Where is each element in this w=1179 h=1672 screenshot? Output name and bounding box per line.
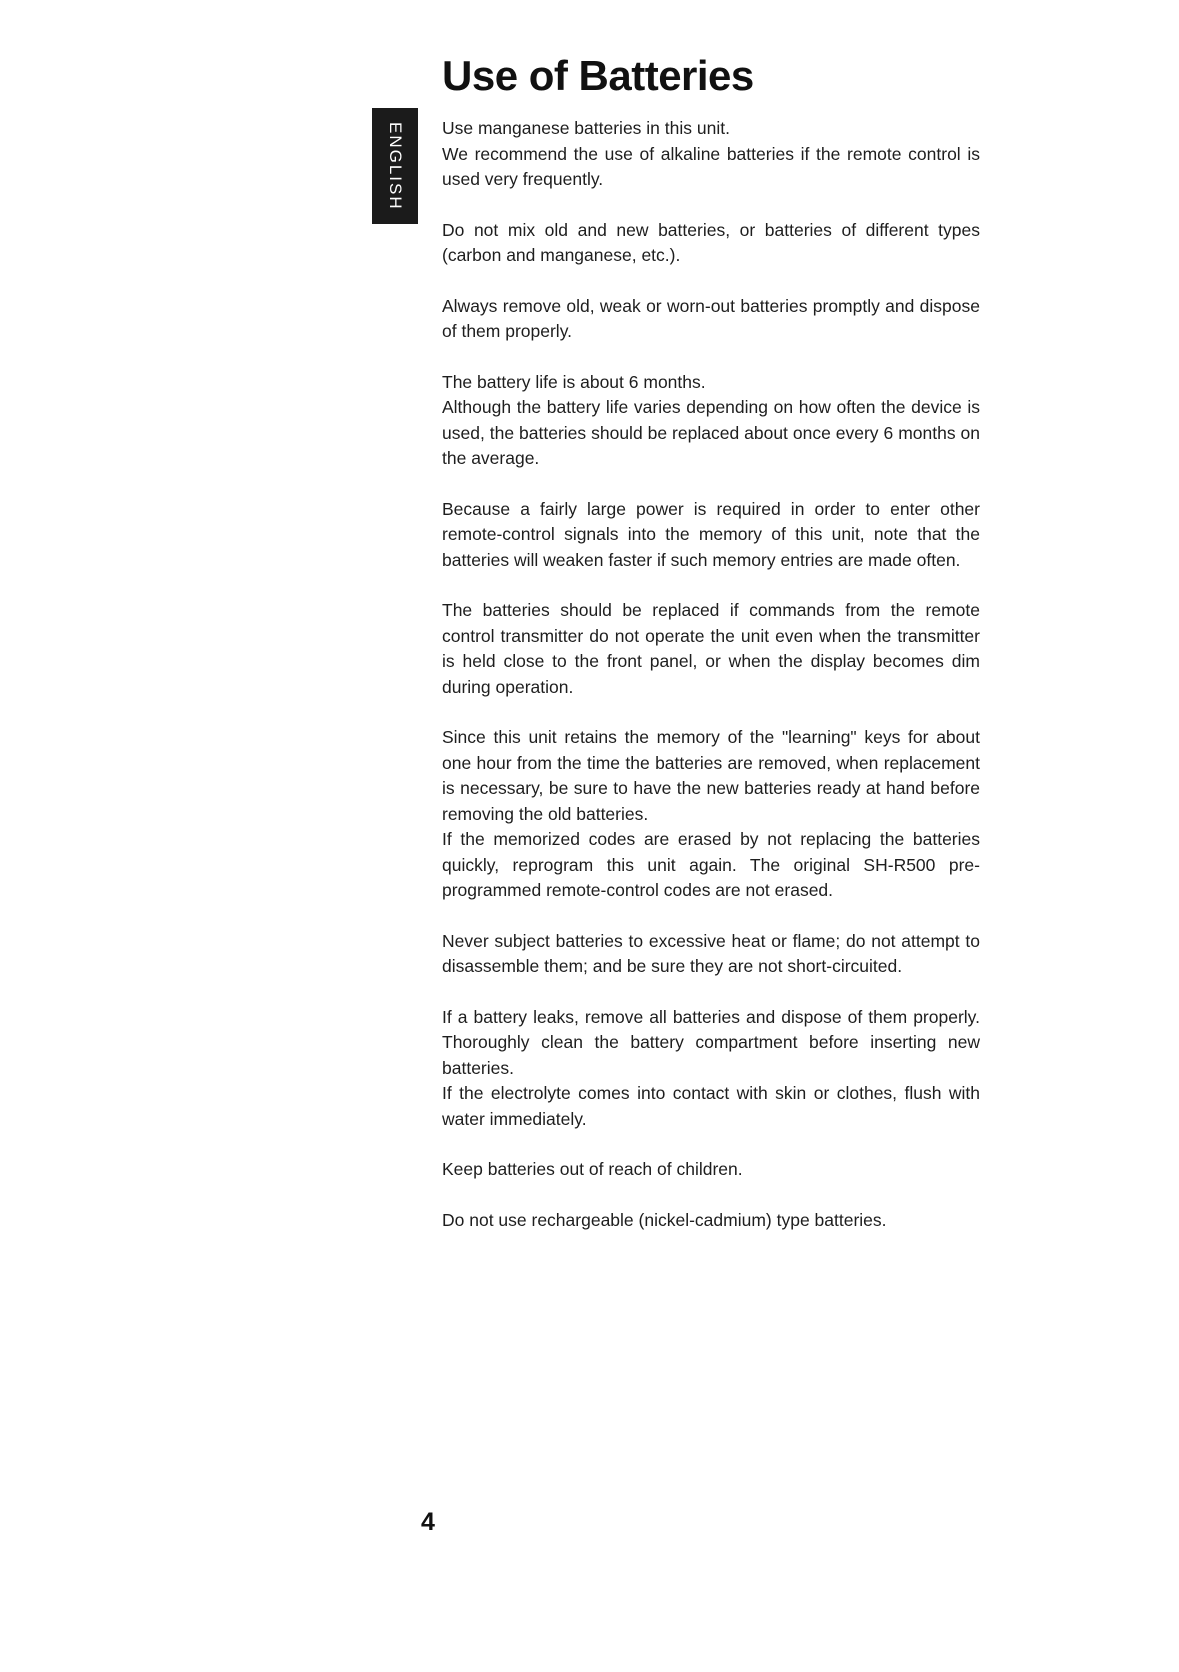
page-title: Use of Batteries — [442, 52, 754, 99]
language-tab-label: ENGLISH — [386, 121, 405, 211]
paragraph-line: Do not mix old and new batteries, or batteries of different types (carbon and manganese, etc.). — [442, 219, 980, 265]
paragraph — [442, 370, 980, 472]
paragraph-line: Do not use rechargeable (nickel-cadmium) type batteries. — [442, 1209, 887, 1230]
paragraph-line: If the electrolyte comes into contact with skin or clothes, flush with water immediately. — [442, 1083, 980, 1129]
paragraph-line: The batteries should be replaced if commands from the remote control transmitter do not operate the unit even when the transmitter is held close to the front panel, or when the display becomes dim during operation. — [442, 600, 980, 697]
paragraph — [442, 1208, 980, 1234]
paragraph-line: If a battery leaks, remove all batteries and dispose of them properly. Thoroughly clean the battery compartment before inserting new batteries. — [442, 1006, 980, 1078]
paragraph-line: Although the battery life varies depending on how often the device is used, the batteries should be replaced about once every 6 months on the average. — [442, 397, 980, 468]
paragraph-line: Because a fairly large power is required in order to enter other remote-control signals into the memory of this unit, note that the batteries will weaken faster if such memory entries are made often. — [442, 498, 980, 570]
paragraph-line: Keep batteries out of reach of children. — [442, 1159, 743, 1179]
paragraph — [442, 116, 980, 193]
paragraph — [442, 1157, 980, 1183]
paragraph — [442, 497, 980, 574]
language-tab — [372, 108, 418, 224]
paragraph-line: Never subject batteries to excessive heat or flame; do not attempt to disassemble them; and be sure they are not short-circuited. — [442, 930, 980, 976]
paragraph-line: The battery life is about 6 months. — [442, 371, 706, 392]
paragraph-line: Since this unit retains the memory of the "learning" keys for about one hour from the time the batteries are removed, when replacement is necessary, be sure to have the new batteries ready at hand before removing the old batteries. — [442, 727, 980, 824]
paragraph-line: If the memorized codes are erased by not replacing the batteries quickly, reprogram this unit again. The original SH-R500 pre-programmed remote-control codes are not erased. — [442, 829, 980, 900]
paragraph — [442, 1005, 980, 1133]
paragraph — [442, 598, 980, 700]
paragraph — [442, 725, 980, 904]
body-text — [442, 116, 980, 1258]
paragraph-line: Always remove old, weak or worn-out batteries promptly and dispose of them properly. — [442, 295, 980, 341]
paragraph-line: We recommend the use of alkaline batteries if the remote control is used very frequently. — [442, 143, 980, 189]
paragraph — [442, 294, 980, 345]
paragraph — [442, 218, 980, 269]
page-number: 4 — [421, 1508, 435, 1536]
paragraph — [442, 929, 980, 980]
paragraph-line: Use manganese batteries in this unit. — [442, 118, 730, 138]
